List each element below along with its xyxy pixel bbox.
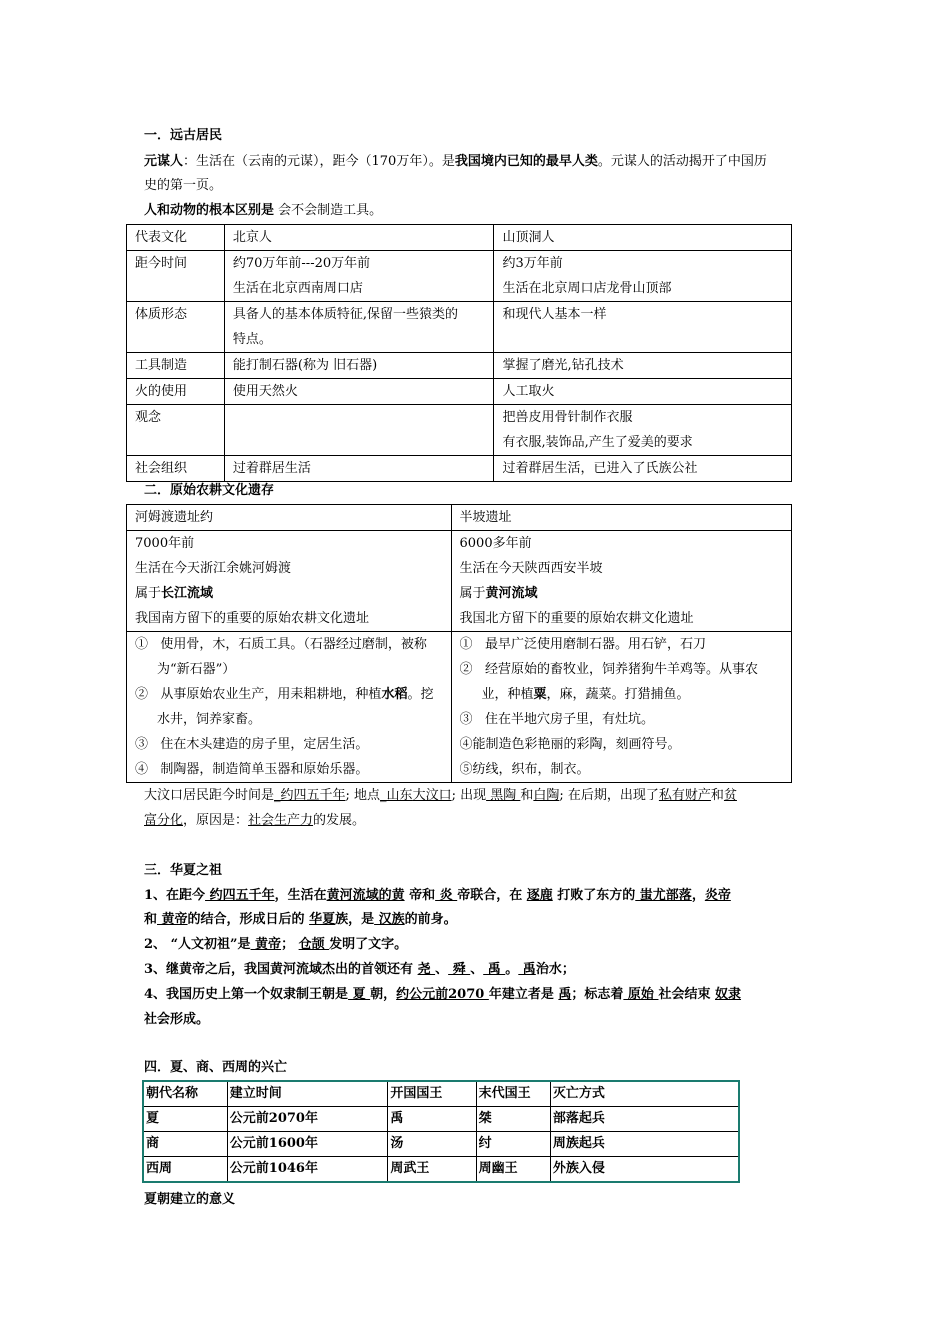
hemudu-info-cell: 7000年前 生活在今天浙江余姚河姆渡 属于长江流域 我国南方留下的重要的原始农耕文化遗址: [127, 531, 452, 632]
table-row: [143, 1081, 739, 1107]
table-cell: 朝代名称: [143, 1081, 227, 1107]
table-cell: 和现代人基本一样: [494, 302, 792, 353]
huaxia-para-4b: 社会形成。: [144, 1012, 210, 1027]
yuanmou-line-2: 史的第一页。: [144, 178, 223, 193]
table-cell: 建立时间: [227, 1081, 388, 1107]
huaxia-para-1b: 和 黄帝的结合，形成日后的 华夏族，是 汉族的前身。: [144, 912, 457, 927]
table-cell: 公元前1600年: [227, 1132, 388, 1157]
table-cell: 约70万年前---20万年前 生活在北京西南周口店: [224, 251, 494, 302]
list-item: ④能制造色彩艳丽的彩陶，刻画符号。: [459, 737, 681, 752]
table-cell: 体质形态: [127, 302, 225, 353]
table-cell: 周武王: [388, 1157, 476, 1183]
banpo-info-cell: 6000多年前 生活在今天陕西西安半坡 属于黄河流域 我国北方留下的重要的原始农耕文化遗址: [451, 531, 791, 632]
table-row: [127, 353, 792, 379]
table-cell: 半坡遗址: [451, 505, 791, 531]
huaxia-para-1: 1、在距今 约四五千年，生活在黄河流域的黄 帝和 炎 帝联合，在 逐鹿 打败了东方的 蚩尤部落，炎帝: [144, 888, 731, 903]
table-cell: 使用天然火: [224, 379, 494, 405]
table-cell: 过着群居生活，已进入了氏族公社: [494, 456, 792, 482]
dawenkou-line-1: 大汶口居民距今时间是_约四五千年; 地点_山东大汶口; 出现 黑陶 和白陶; 在后期，出现了私有财产和贫: [144, 788, 737, 803]
table-cell: 河姆渡遗址约: [127, 505, 452, 531]
huaxia-para-2: 2、 “人文初祖”是 黄帝； 仓颉 发明了文字。: [144, 937, 408, 952]
table-cell: 能打制石器(称为 旧石器): [224, 353, 494, 379]
table-cell: 过着群居生活: [224, 456, 494, 482]
ancient-residents-table: [126, 224, 792, 482]
dynasties-table: [142, 1080, 740, 1183]
table-cell: 西周: [143, 1157, 227, 1183]
table-cell: 末代国王: [476, 1081, 550, 1107]
list-item: ① 最早广泛使用磨制石器。用石铲，石刀: [459, 637, 706, 652]
table-row: [127, 632, 792, 783]
table-cell: 开国国王: [388, 1081, 476, 1107]
table-cell: [224, 405, 494, 456]
table-row: [127, 531, 792, 632]
table-row: [127, 225, 792, 251]
section-title-2: 二．原始农耕文化遗存: [144, 483, 275, 498]
farming-culture-table: [126, 504, 792, 783]
table-row: [127, 379, 792, 405]
section-title-1: 一．远古居民: [144, 128, 223, 143]
section-title-4: 四．夏、商、西周的兴亡: [144, 1060, 288, 1075]
table-cell: 部落起兵: [550, 1107, 739, 1132]
banpo-items-cell: [451, 632, 791, 783]
table-cell: 山顶洞人: [494, 225, 792, 251]
section-title-3: 三．华夏之祖: [144, 863, 223, 878]
table-cell: 外族入侵: [550, 1157, 739, 1183]
list-item: ① 使用骨，木，石质工具。（石器经过磨制，被称为“新石器”）: [135, 637, 427, 677]
human-animal-line: 人和动物的根本区别是 会不会制造工具。: [144, 203, 383, 218]
table-cell: 公元前1046年: [227, 1157, 388, 1183]
table-cell: 人工取火: [494, 379, 792, 405]
table-cell: 灭亡方式: [550, 1081, 739, 1107]
list-item: ④ 制陶器，制造简单玉器和原始乐器。: [135, 762, 369, 777]
table-row: [127, 405, 792, 456]
xia-significance-heading: 夏朝建立的意义: [144, 1192, 236, 1207]
huaxia-para-3: 3、继黄帝之后，我国黄河流域杰出的首领还有 尧 、 舜 、 禹 。 禹治水；: [144, 962, 575, 977]
list-item: ③ 住在木头建造的房子里，定居生活。: [135, 737, 369, 752]
table-cell: 周幽王: [476, 1157, 550, 1183]
table-row: [127, 302, 792, 353]
table-cell: 代表文化: [127, 225, 225, 251]
huaxia-para-4: 4、我国历史上第一个奴隶制王朝是 夏 朝，约公元前2070 年建立者是 禹；标志着 原始 社会结束 奴隶: [144, 987, 742, 1002]
yuanmou-line-1: 元谋人：生活在（云南的元谋），距今（170万年）。是我国境内已知的最早人类。元谋人的活动揭开了中国历: [144, 154, 767, 169]
table-cell: 把兽皮用骨针制作衣服 有衣服,装饰品,产生了爱美的要求: [494, 405, 792, 456]
table-cell: 工具制造: [127, 353, 225, 379]
hemudu-items-cell: [127, 632, 452, 783]
table-row: [127, 251, 792, 302]
table-row: [143, 1157, 739, 1183]
table-row: [143, 1107, 739, 1132]
table-cell: 公元前2070年: [227, 1107, 388, 1132]
table-cell: 周族起兵: [550, 1132, 739, 1157]
list-item: ② 从事原始农业生产，用耒耜耕地，种植水稻。挖水井，饲养家畜。: [135, 687, 434, 727]
list-item: ⑤纺线，织布，制衣。: [459, 762, 590, 777]
table-cell: 商: [143, 1132, 227, 1157]
table-cell: 纣: [476, 1132, 550, 1157]
table-cell: 火的使用: [127, 379, 225, 405]
table-cell: 桀: [476, 1107, 550, 1132]
table-cell: 约3万年前 生活在北京周口店龙骨山顶部: [494, 251, 792, 302]
table-row: [127, 456, 792, 482]
table-row: [143, 1132, 739, 1157]
table-cell: 社会组织: [127, 456, 225, 482]
table-cell: 北京人: [224, 225, 494, 251]
table-cell: 禹: [388, 1107, 476, 1132]
table-cell: 具备人的基本体质特征,保留一些猿类的 特点。: [224, 302, 494, 353]
table-cell: 夏: [143, 1107, 227, 1132]
list-item: ③ 住在半地穴房子里，有灶坑。: [459, 712, 654, 727]
table-cell: 汤: [388, 1132, 476, 1157]
list-item: ② 经营原始的畜牧业，饲养猪狗牛羊鸡等。从事农业，种植粟，麻，蔬菜。打猎捕鱼。: [459, 662, 758, 702]
dawenkou-line-2: 富分化，原因是：社会生产力的发展。: [144, 813, 366, 828]
table-cell: 距今时间: [127, 251, 225, 302]
table-cell: 观念: [127, 405, 225, 456]
table-row: [127, 505, 792, 531]
table-cell: 掌握了磨光,钻孔技术: [494, 353, 792, 379]
